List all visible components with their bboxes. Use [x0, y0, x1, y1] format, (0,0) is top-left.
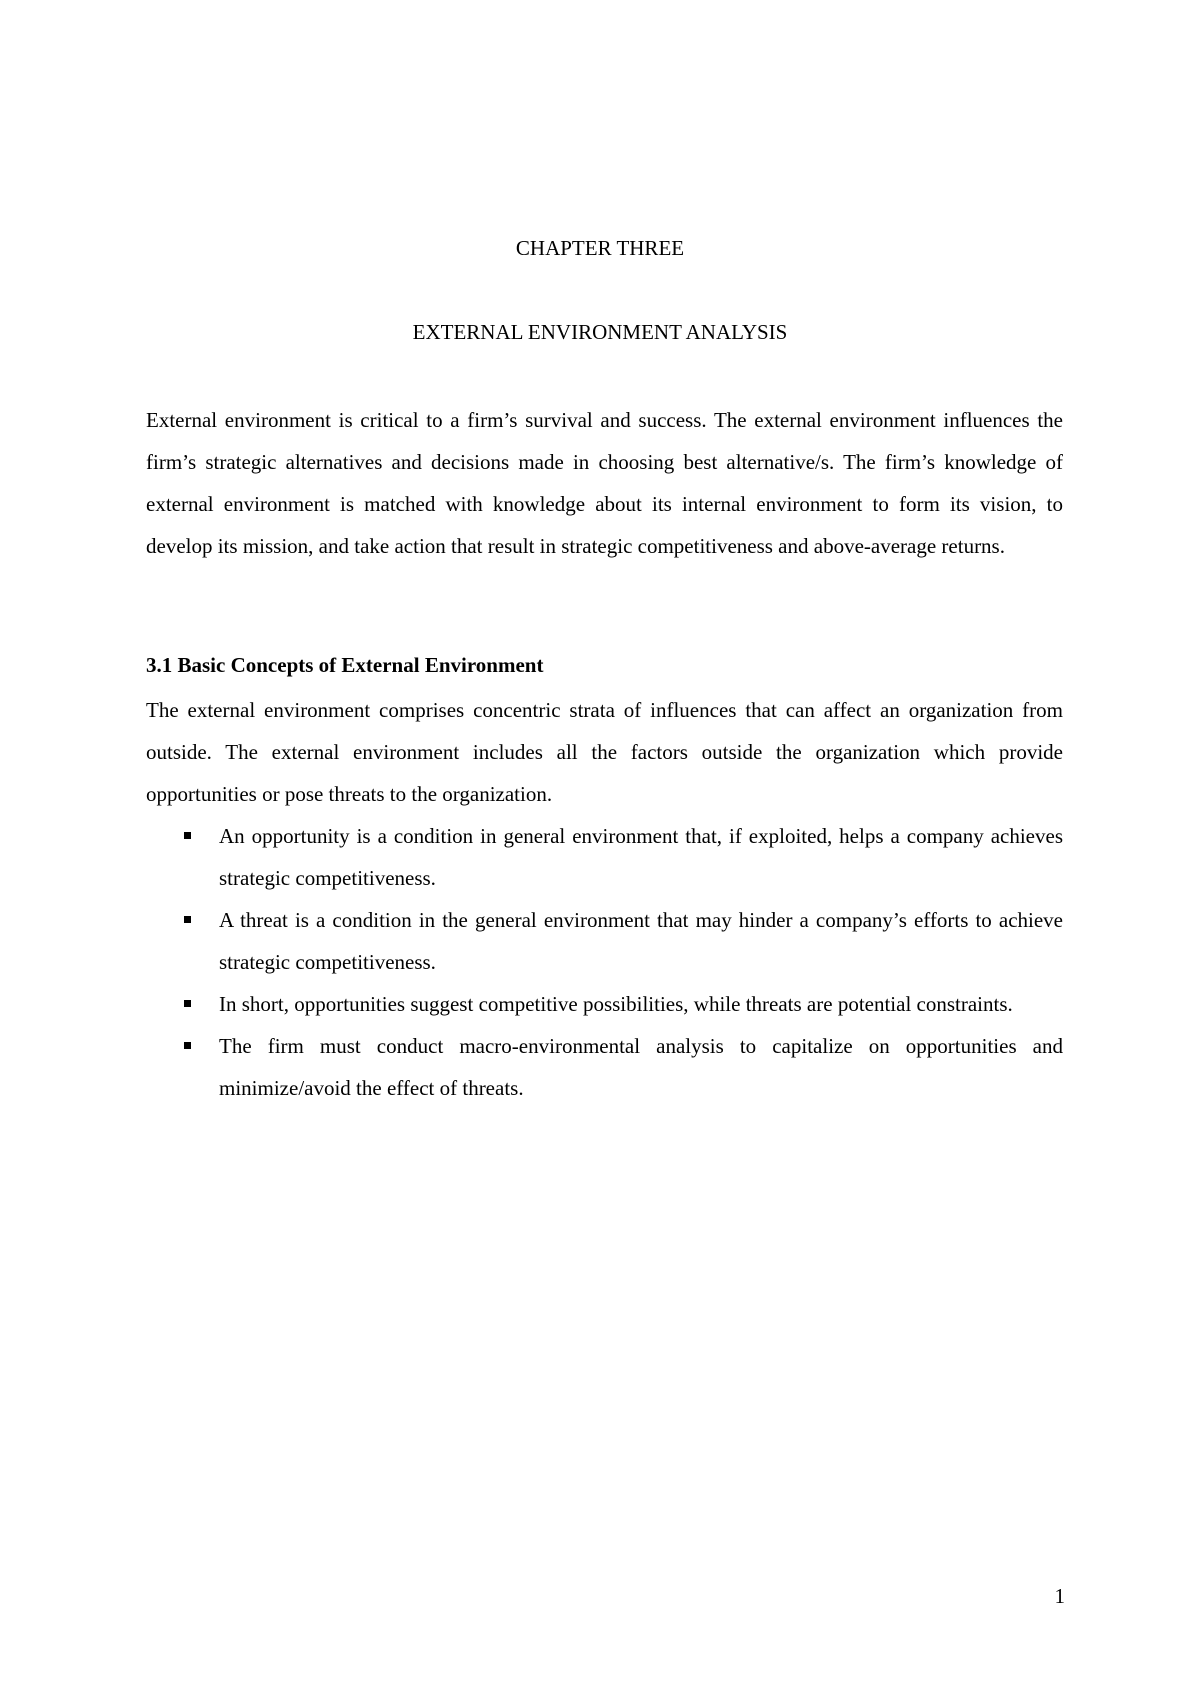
bullet-text: A threat is a condition in the general environment that may hinder a company’s efforts to achieve strategic competitiveness. [219, 908, 1063, 974]
list-item [146, 815, 1063, 899]
square-bullet-icon [184, 1042, 191, 1049]
page-number: 1 [1054, 1584, 1065, 1608]
list-item [146, 1025, 1063, 1109]
bullet-text: The firm must conduct macro-environmental analysis to capitalize on opportunities and minimize/avoid the effect of threats. [219, 1034, 1063, 1100]
section-body: The external environment comprises concentric strata of influences that can affect an organization from outside. The external environment includes all the factors outside the organization which provide opportunities or pose threats to the organization. [146, 698, 1063, 806]
list-item [146, 983, 1063, 1025]
list-item [146, 899, 1063, 983]
bullet-text: In short, opportunities suggest competitive possibilities, while threats are potential constraints. [219, 992, 1013, 1016]
chapter-subtitle: EXTERNAL ENVIRONMENT ANALYSIS [412, 320, 788, 344]
square-bullet-icon [184, 1000, 191, 1007]
square-bullet-icon [184, 832, 191, 839]
chapter-title: CHAPTER THREE [515, 236, 685, 260]
intro-paragraph: External environment is critical to a firm’s survival and success. The external environment influences the firm’s strategic alternatives and decisions made in choosing best alternative/s. The firm’s knowledge of external environment is matched with knowledge about its internal environment to form its vision, to develop its mission, and take action that result in strategic competitiveness and above-average returns. [146, 408, 1063, 558]
section-heading: 3.1 Basic Concepts of External Environment [146, 653, 544, 677]
bullet-list [146, 815, 1063, 1109]
square-bullet-icon [184, 916, 191, 923]
bullet-text: An opportunity is a condition in general environment that, if exploited, helps a company achieves strategic competitiveness. [219, 824, 1063, 890]
